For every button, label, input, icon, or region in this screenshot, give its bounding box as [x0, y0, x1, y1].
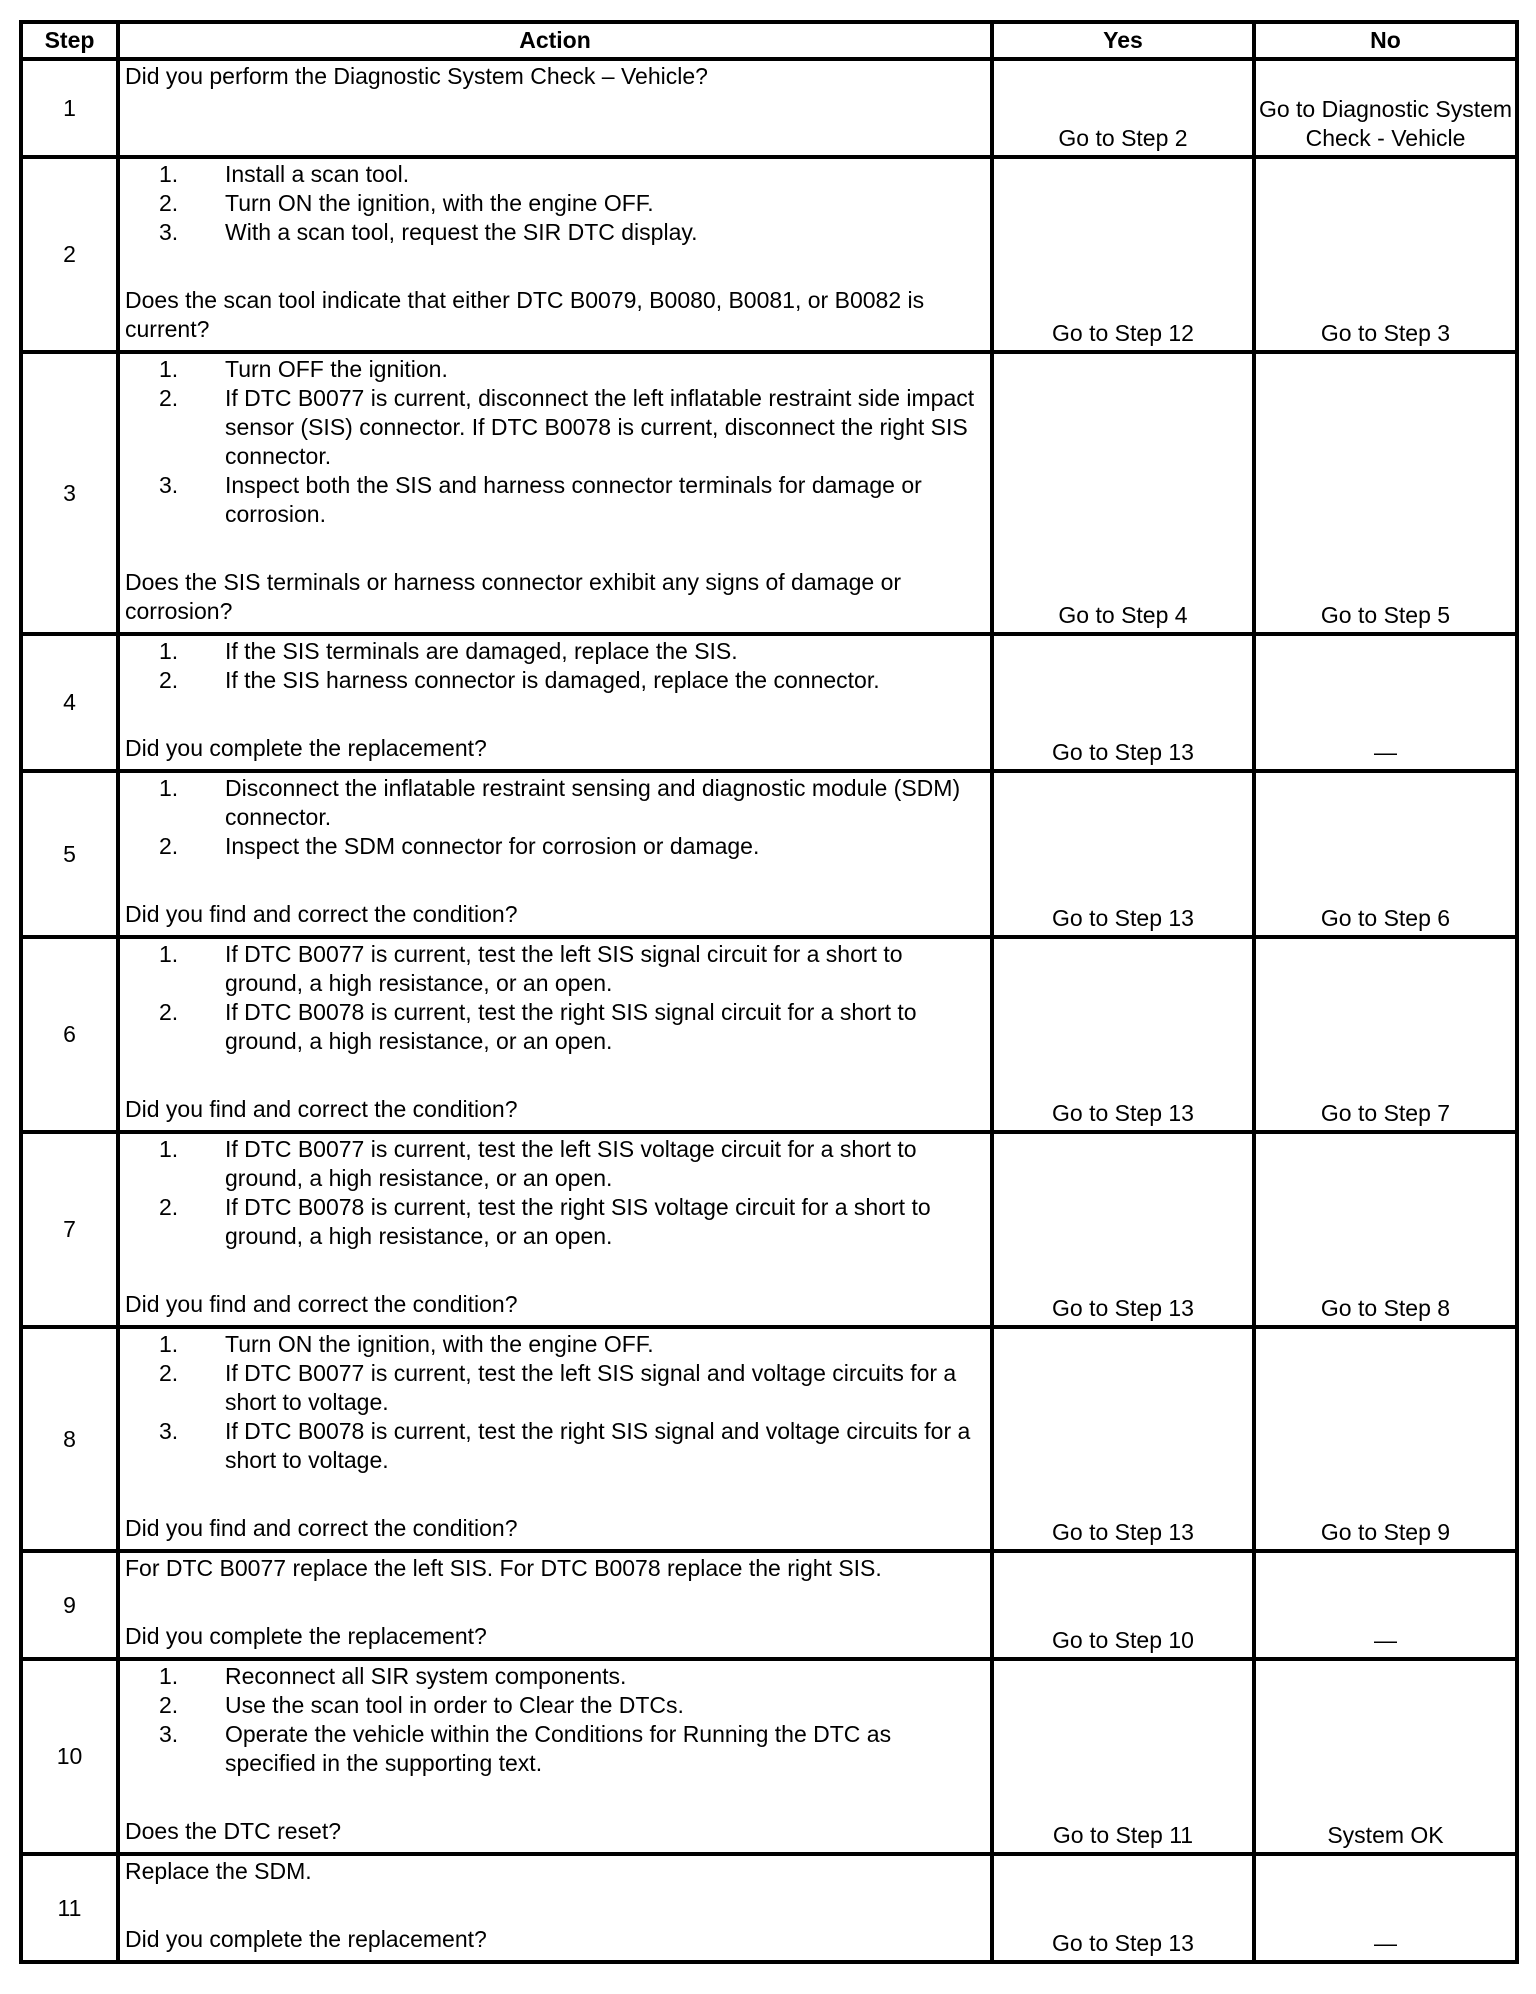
list-item-text: If DTC B0078 is current, test the right SIS signal and voltage circuits for a short to voltage. — [225, 1418, 971, 1473]
action-cell — [118, 1551, 992, 1659]
yes-result: Go to Step 11 — [992, 1659, 1254, 1854]
list-item — [159, 218, 986, 247]
no-result: Go to Step 8 — [1254, 1132, 1517, 1327]
list-item-text: Operate the vehicle within the Conditions for Running the DTC as specified in the supporting text. — [225, 1721, 892, 1776]
step-number: 2 — [21, 157, 118, 352]
step-number: 7 — [21, 1132, 118, 1327]
yes-result: Go to Step 10 — [992, 1551, 1254, 1659]
action-question: Did you find and correct the condition? — [125, 1515, 518, 1541]
table-row — [21, 1659, 1517, 1854]
list-item-text: If the SIS harness connector is damaged, replace the connector. — [225, 667, 880, 693]
action-steps-list — [125, 637, 986, 695]
action-steps-list — [125, 1135, 986, 1251]
list-item-number: 2. — [159, 1692, 179, 1718]
list-item-number: 1. — [159, 356, 179, 382]
list-item — [159, 1193, 986, 1251]
no-result: System OK — [1254, 1659, 1517, 1854]
list-item — [159, 940, 986, 998]
step-number: 4 — [21, 634, 118, 771]
action-intro: Replace the SDM. — [125, 1858, 312, 1884]
list-item-text: Turn OFF the ignition. — [225, 356, 448, 382]
list-item — [159, 384, 986, 471]
action-question: Did you find and correct the condition? — [125, 1096, 518, 1122]
list-item — [159, 355, 986, 384]
step-number: 9 — [21, 1551, 118, 1659]
action-steps-list — [125, 940, 986, 1056]
list-item-text: With a scan tool, request the SIR DTC display. — [225, 219, 698, 245]
table-row — [21, 1132, 1517, 1327]
no-result: — — [1254, 1551, 1517, 1659]
list-item — [159, 774, 986, 832]
list-item — [159, 637, 986, 666]
no-result: Go to Step 3 — [1254, 157, 1517, 352]
action-cell — [118, 634, 992, 771]
list-item-number: 2. — [159, 1360, 179, 1386]
list-item-text: Turn ON the ignition, with the engine OFF. — [225, 1331, 654, 1357]
list-item — [159, 1720, 986, 1778]
action-question: Did you complete the replacement? — [125, 1926, 487, 1952]
table-row — [21, 937, 1517, 1132]
header-yes: Yes — [992, 22, 1254, 59]
header-step: Step — [21, 22, 118, 59]
action-cell — [118, 59, 992, 157]
list-item-number: 1. — [159, 941, 179, 967]
list-item — [159, 832, 986, 861]
list-item-text: Inspect the SDM connector for corrosion or damage. — [225, 833, 760, 859]
table-row — [21, 1854, 1517, 1962]
action-steps-list — [125, 1330, 986, 1475]
step-number: 3 — [21, 352, 118, 634]
yes-result: Go to Step 13 — [992, 1327, 1254, 1551]
step-number: 8 — [21, 1327, 118, 1551]
list-item-text: Reconnect all SIR system components. — [225, 1663, 627, 1689]
action-intro: Did you perform the Diagnostic System Check – Vehicle? — [125, 63, 708, 89]
action-cell — [118, 771, 992, 937]
no-result: Go to Step 7 — [1254, 937, 1517, 1132]
table-row — [21, 59, 1517, 157]
list-item — [159, 1330, 986, 1359]
header-row — [21, 22, 1517, 59]
table-row — [21, 771, 1517, 937]
list-item — [159, 1662, 986, 1691]
table-row — [21, 1327, 1517, 1551]
list-item-number: 1. — [159, 1136, 179, 1162]
list-item-text: Disconnect the inflatable restraint sensing and diagnostic module (SDM) connector. — [225, 775, 961, 830]
yes-result: Go to Step 2 — [992, 59, 1254, 157]
step-number: 5 — [21, 771, 118, 937]
list-item — [159, 189, 986, 218]
list-item-text: If DTC B0078 is current, test the right SIS voltage circuit for a short to ground, a high resistance, or an open. — [225, 1194, 931, 1249]
list-item-text: Install a scan tool. — [225, 161, 410, 187]
action-cell — [118, 937, 992, 1132]
no-result: Go to Step 5 — [1254, 352, 1517, 634]
list-item-text: Turn ON the ignition, with the engine OFF. — [225, 190, 654, 216]
step-number: 6 — [21, 937, 118, 1132]
yes-result: Go to Step 13 — [992, 634, 1254, 771]
list-item-text: If DTC B0077 is current, test the left SIS voltage circuit for a short to ground, a high resistance, or an open. — [225, 1136, 917, 1191]
yes-result: Go to Step 12 — [992, 157, 1254, 352]
list-item — [159, 471, 986, 529]
list-item-number: 2. — [159, 999, 179, 1025]
list-item-number: 3. — [159, 219, 179, 245]
list-item — [159, 1691, 986, 1720]
list-item — [159, 160, 986, 189]
list-item-number: 2. — [159, 385, 179, 411]
action-question: Does the SIS terminals or harness connector exhibit any signs of damage or corrosion? — [125, 569, 902, 624]
list-item-text: Use the scan tool in order to Clear the DTCs. — [225, 1692, 684, 1718]
action-steps-list — [125, 774, 986, 861]
yes-result: Go to Step 13 — [992, 771, 1254, 937]
action-intro: For DTC B0077 replace the left SIS. For DTC B0078 replace the right SIS. — [125, 1555, 882, 1581]
list-item-number: 2. — [159, 667, 179, 693]
list-item-number: 2. — [159, 1194, 179, 1220]
action-question: Did you complete the replacement? — [125, 735, 487, 761]
action-steps-list — [125, 160, 986, 247]
no-result: Go to Step 9 — [1254, 1327, 1517, 1551]
no-result: Go to Diagnostic System Check - Vehicle — [1254, 59, 1517, 157]
list-item-number: 3. — [159, 1721, 179, 1747]
action-question: Does the scan tool indicate that either DTC B0079, B0080, B0081, or B0082 is current? — [125, 287, 925, 342]
list-item-text: Inspect both the SIS and harness connector terminals for damage or corrosion. — [225, 472, 922, 527]
list-item — [159, 998, 986, 1056]
step-number: 1 — [21, 59, 118, 157]
list-item-number: 1. — [159, 638, 179, 664]
action-question: Does the DTC reset? — [125, 1818, 342, 1844]
table-row — [21, 157, 1517, 352]
list-item-number: 1. — [159, 161, 179, 187]
list-item-text: If the SIS terminals are damaged, replace the SIS. — [225, 638, 738, 664]
action-question: Did you complete the replacement? — [125, 1623, 487, 1649]
yes-result: Go to Step 13 — [992, 1132, 1254, 1327]
action-steps-list — [125, 355, 986, 529]
table-row — [21, 634, 1517, 771]
action-cell — [118, 1854, 992, 1962]
diagnostic-table — [19, 20, 1519, 1964]
table-row — [21, 352, 1517, 634]
list-item-number: 1. — [159, 1663, 179, 1689]
list-item-number: 3. — [159, 472, 179, 498]
list-item-number: 1. — [159, 775, 179, 801]
action-question: Did you find and correct the condition? — [125, 1291, 518, 1317]
action-cell — [118, 1132, 992, 1327]
step-number: 11 — [21, 1854, 118, 1962]
list-item-number: 2. — [159, 190, 179, 216]
list-item-number: 2. — [159, 833, 179, 859]
action-cell — [118, 1327, 992, 1551]
yes-result: Go to Step 4 — [992, 352, 1254, 634]
action-cell — [118, 157, 992, 352]
list-item-text: If DTC B0077 is current, test the left SIS signal circuit for a short to ground, a high resistance, or an open. — [225, 941, 903, 996]
table-row — [21, 1551, 1517, 1659]
step-number: 10 — [21, 1659, 118, 1854]
list-item — [159, 1135, 986, 1193]
action-cell — [118, 352, 992, 634]
header-no: No — [1254, 22, 1517, 59]
no-result: — — [1254, 1854, 1517, 1962]
list-item — [159, 666, 986, 695]
list-item-text: If DTC B0077 is current, test the left SIS signal and voltage circuits for a short to voltage. — [225, 1360, 957, 1415]
list-item — [159, 1359, 986, 1417]
no-result: Go to Step 6 — [1254, 771, 1517, 937]
no-result: — — [1254, 634, 1517, 771]
action-steps-list — [125, 1662, 986, 1778]
action-cell — [118, 1659, 992, 1854]
action-question: Did you find and correct the condition? — [125, 901, 518, 927]
list-item-number: 3. — [159, 1418, 179, 1444]
list-item — [159, 1417, 986, 1475]
yes-result: Go to Step 13 — [992, 937, 1254, 1132]
yes-result: Go to Step 13 — [992, 1854, 1254, 1962]
header-action: Action — [118, 22, 992, 59]
list-item-text: If DTC B0078 is current, test the right SIS signal circuit for a short to ground, a high resistance, or an open. — [225, 999, 917, 1054]
list-item-text: If DTC B0077 is current, disconnect the left inflatable restraint side impact sensor (SIS) connector. If DTC B0078 is current, disconnect the right SIS connector. — [225, 385, 975, 469]
list-item-number: 1. — [159, 1331, 179, 1357]
